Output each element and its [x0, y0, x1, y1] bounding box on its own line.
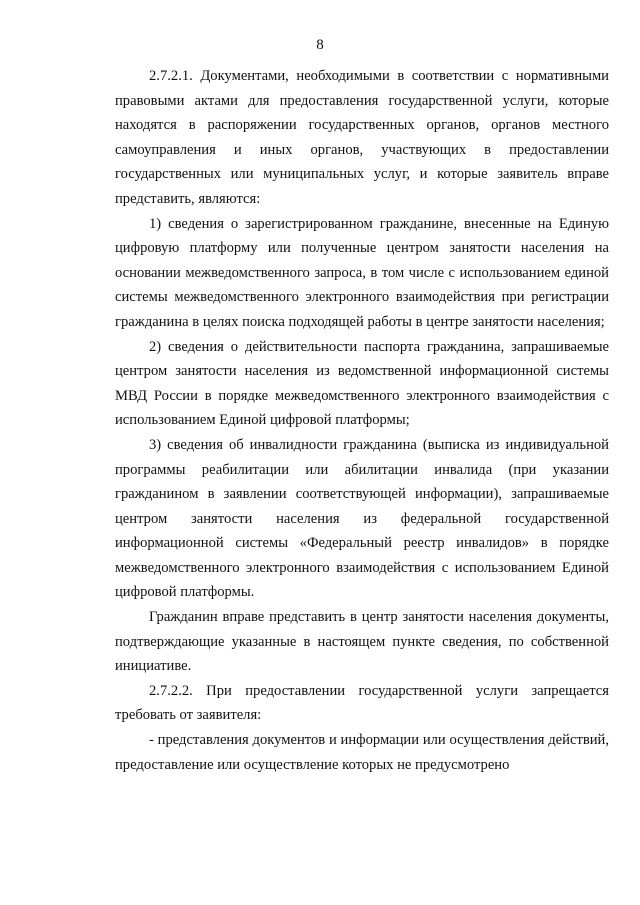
- paragraph-2-7-2-1: 2.7.2.1. Документами, необходимыми в соответствии с нормативными правовыми актами для предоставления государственной услуги, которые находятся в распоряжении государственных органов, органов местного самоуправления и иных органов, участвующих в предоставлении государственных или муниципальных услуг, и которые заявитель вправе представить, являются:: [115, 68, 609, 207]
- page-number: 8: [316, 37, 324, 53]
- list-item-3: 3) сведения об инвалидности гражданина (выписка из индивидуальной программы реабилитации или абилитации инвалида (при указании гражданином в заявлении соответствующей информации), запрашиваемые центром занятости населения из федеральной государственной информационной системы «Федеральный реестр инвалидов» в порядке межведомственного электронного взаимодействия с использованием Единой цифровой платформы.: [115, 436, 609, 601]
- paragraph-2-7-2-2: 2.7.2.2. При предоставлении государственной услуги запрещается требовать от заявителя:: [115, 682, 609, 724]
- paragraph-citizen-right: Гражданин вправе представить в центр занятости населения документы, подтверждающие указанные в настоящем пункте сведения, по собственной инициативе.: [115, 609, 609, 675]
- list-item-2: 2) сведения о действительности паспорта гражданина, запрашиваемые центром занятости населения из ведомственной информационной системы МВД России в порядке межведомственного электронного взаимодействия с использованием Единой цифровой платформы;: [115, 338, 609, 429]
- list-item-1: 1) сведения о зарегистрированном гражданине, внесенные на Единую цифровую платформу или полученные центром занятости населения на основании межведомственного запроса, в том числе с использованием единой системы межведомственного электронного взаимодействия при регистрации гражданина в целях поиска подходящей работы в центре занятости населения;: [115, 215, 609, 330]
- document-body: [115, 64, 609, 777]
- dash-item: - представления документов и информации или осуществления действий, предоставление или осуществление которых не предусмотрено: [115, 732, 609, 773]
